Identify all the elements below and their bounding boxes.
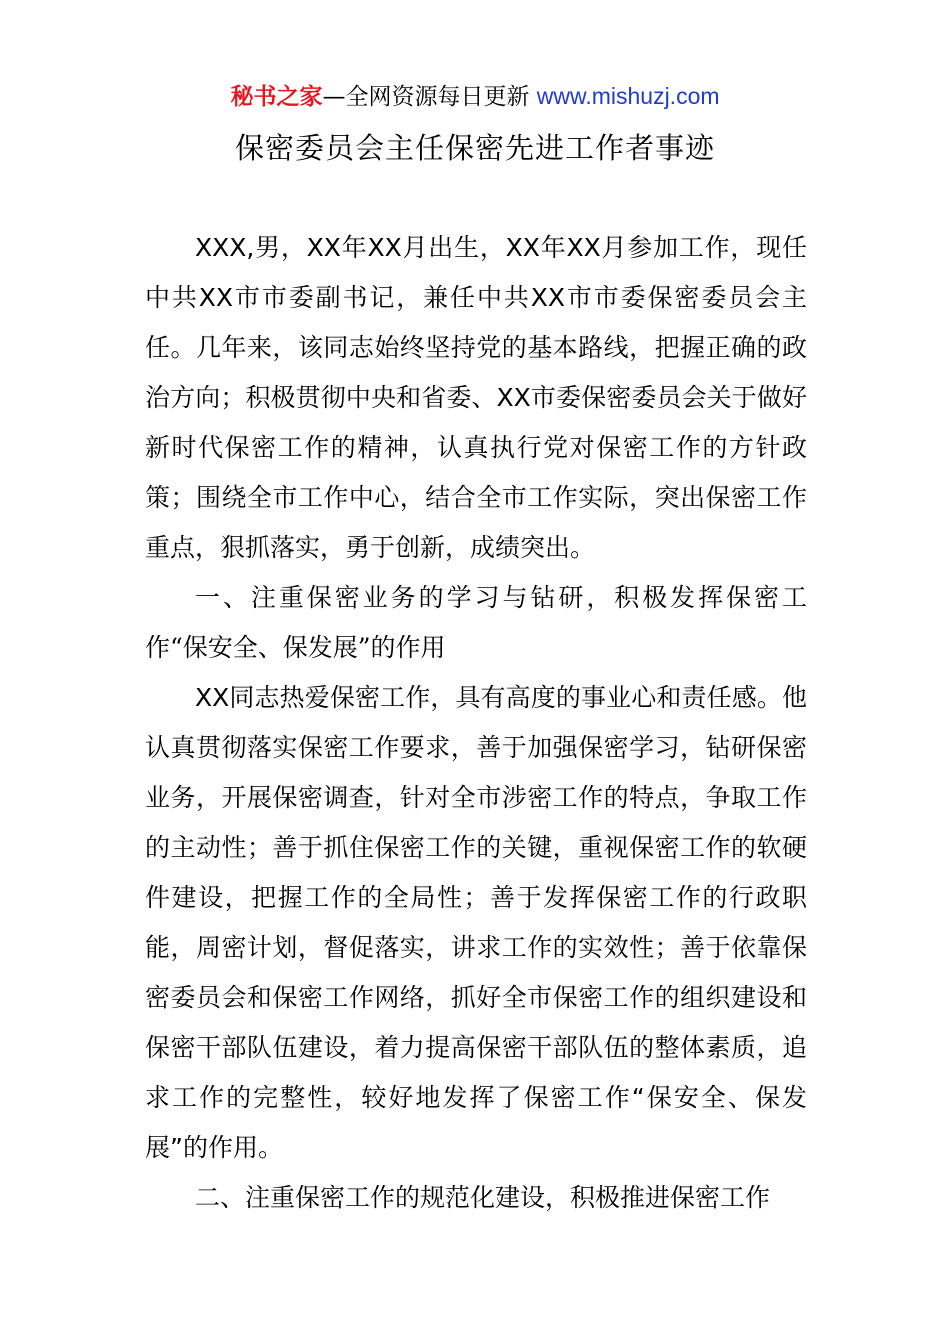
site-tagline: —全网资源每日更新 (322, 84, 537, 110)
paragraph-section-1: XX同志热爱保密工作，具有高度的事业心和责任感。他认真贯彻落实保密工作要求，善于加强保密学习，钻研保密业务，开展保密调查，针对全市涉密工作的特点，争取工作的主动性；善于抓住保密工作的关键，重视保密工作的软硬件建设，把握工作的全局性；善于发挥保密工作的行政职能，周密计划，督促落实，讲求工作的实效性；善于依靠保密委员会和保密工作网络，抓好全市保密工作的组织建设和保密干部队伍建设，着力提高保密干部队伍的整体素质，追求工作的完整性，较好地发挥了保密工作“保安全、保发展”的作用。 (145, 683, 807, 1162)
section-heading-1: 一、注重保密业务的学习与钻研，积极发挥保密工作“保安全、保发展”的作用 (145, 583, 807, 662)
section-heading-2: 二、注重保密工作的规范化建设，积极推进保密工作 (195, 1183, 771, 1212)
site-brand: 秘书之家 (230, 84, 323, 110)
document-body (145, 223, 807, 1223)
site-header (0, 80, 950, 113)
document-title: 保密委员会主任保密先进工作者事迹 (234, 131, 715, 165)
paragraph-intro: XXX,男，XX年XX月出生，XX年XX月参加工作，现任中共XX市市委副书记，兼任中共XX市市委保密委员会主任。几年来，该同志始终坚持党的基本路线，把握正确的政治方向；积极贯彻中央和省委、XX市委保密委员会关于做好新时代保密工作的精神，认真执行党对保密工作的方针政策；围绕全市工作中心，结合全市工作实际，突出保密工作重点，狠抓落实，勇于创新，成绩突出。 (145, 233, 807, 562)
site-url-link[interactable]: www.mishuzj.com (536, 83, 720, 109)
